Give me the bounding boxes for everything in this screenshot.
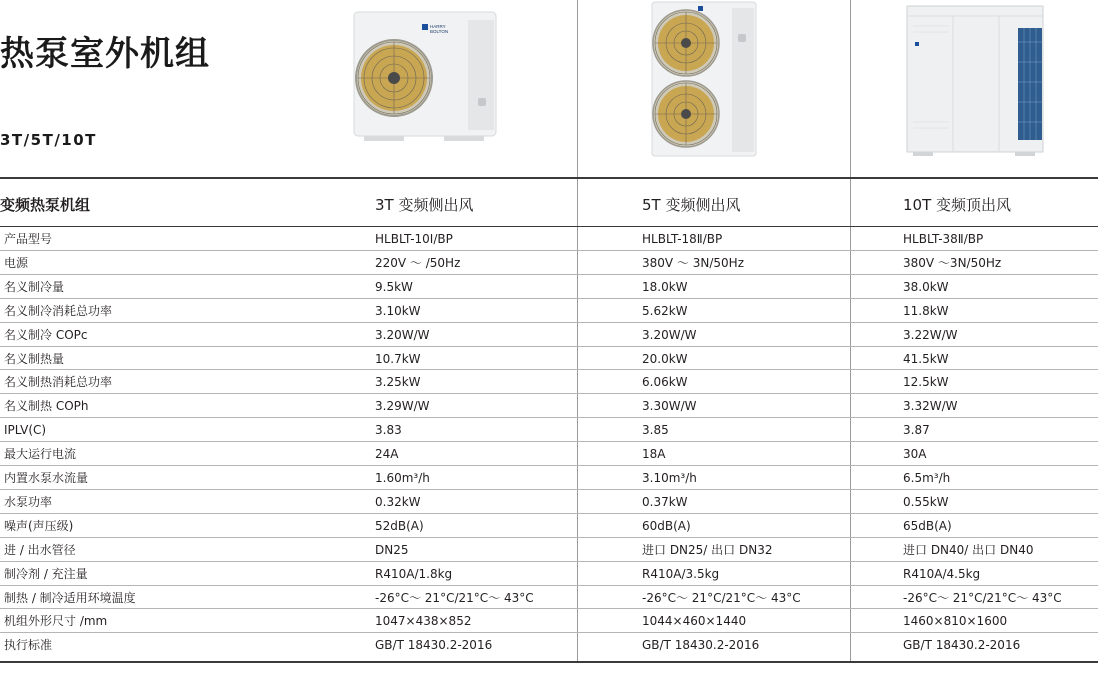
row-value: 9.5kW [375,279,413,294]
row-label: IPLV(C) [4,423,47,438]
row-divider [0,513,1098,514]
row-divider [0,632,1098,633]
row-divider [0,441,1098,442]
row-divider [0,537,1098,538]
row-value: 3.20W/W [642,327,697,342]
row-value: HLBLT-10Ⅰ/BP [375,232,453,246]
row-value: 3.22W/W [903,327,958,342]
row-divider [0,417,1098,418]
row-value: 220V ～ /50Hz [375,255,461,270]
row-label: 名义制热量 [4,351,65,366]
row-value: R410A/1.8kg [375,566,453,581]
row-value: 65dB(A) [903,518,952,533]
row-divider [0,608,1098,609]
row-value: 3.20W/W [375,327,430,342]
row-value: 3.10m³/h [642,471,697,485]
unit-image-10t [903,2,1047,157]
row-label: 制热 / 制冷适用环境温度 [4,590,136,605]
row-label: 名义制冷 COPc [4,327,88,342]
header-col-3t: 3T 变频侧出风 [375,196,474,214]
row-value: GB/T 18430.2-2016 [903,638,1021,653]
row-value: 24A [375,447,399,462]
row-value: 进口 DN25/ 出口 DN32 [642,542,773,557]
row-divider [0,274,1098,275]
row-label: 名义制热消耗总功率 [4,375,113,390]
row-label: 产品型号 [4,232,53,246]
row-value: -26°C～ 21°C/21°C～ 43°C [903,590,1062,605]
svg-text:BOLTON: BOLTON [430,29,449,34]
row-label: 进 / 出水管径 [4,542,76,557]
row-divider [0,346,1098,347]
row-value: 11.8kW [903,303,949,318]
row-value: GB/T 18430.2-2016 [375,638,493,653]
row-value: 12.5kW [903,375,949,390]
svg-text:HARRY: HARRY [430,24,446,29]
row-value: 52dB(A) [375,518,424,533]
model-range-subtitle: 3T/5T/10T [0,131,97,149]
header-label: 变频热泵机组 [0,196,91,214]
row-value: 3.85 [642,423,669,438]
row-label: 机组外形尺寸 /mm [4,614,108,629]
row-value: 0.37kW [642,494,688,509]
row-value: 10.7kW [375,351,421,366]
row-value: 380V ～3N/50Hz [903,255,1002,270]
row-value: HLBLT-18Ⅱ/BP [642,232,723,246]
row-value: R410A/4.5kg [903,566,981,581]
row-value: 20.0kW [642,351,688,366]
header-col-5t: 5T 变频侧出风 [642,196,741,214]
table-bottom-rule [0,661,1098,663]
row-value: 380V ～ 3N/50Hz [642,255,744,270]
row-label: 内置水泵水流量 [4,471,89,485]
row-value: 6.5m³/h [903,471,951,485]
page-title: 热泵室外机组 [0,34,210,74]
row-value: HLBLT-38Ⅱ/BP [903,232,984,246]
row-value: 1047×438×852 [375,614,472,629]
row-value: 5.62kW [642,303,688,318]
row-divider [0,585,1098,586]
row-value: 3.29W/W [375,399,430,414]
row-value: 3.10kW [375,303,421,318]
row-value: 1044×460×1440 [642,614,747,629]
row-value: 60dB(A) [642,518,691,533]
row-value: -26°C～ 21°C/21°C～ 43°C [375,590,534,605]
column-divider [850,0,851,662]
row-divider [0,322,1098,323]
row-divider [0,369,1098,370]
row-divider [0,298,1098,299]
row-value: -26°C～ 21°C/21°C～ 43°C [642,590,801,605]
row-value: R410A/3.5kg [642,566,720,581]
row-value: 0.55kW [903,494,949,509]
row-label: 噪声(声压级) [4,518,74,533]
row-value: 3.83 [375,423,402,438]
header-rule [0,226,1098,227]
row-value: 41.5kW [903,351,949,366]
row-value: 38.0kW [903,279,949,294]
row-value: 18.0kW [642,279,688,294]
row-divider [0,250,1098,251]
row-value: 3.32W/W [903,399,958,414]
row-value: 3.87 [903,423,930,438]
table-top-rule [0,177,1098,179]
row-value: 1460×810×1600 [903,614,1008,629]
row-value: 1.60m³/h [375,471,430,485]
column-divider [577,0,578,662]
row-label: 最大运行电流 [4,447,77,462]
row-value: 3.25kW [375,375,421,390]
row-label: 名义制热 COPh [4,399,89,414]
row-label: 水泵功率 [4,494,53,509]
row-divider [0,489,1098,490]
row-value: 6.06kW [642,375,688,390]
unit-image-3t [350,10,500,142]
row-label: 名义制冷消耗总功率 [4,303,113,318]
row-value: 18A [642,447,666,462]
row-value: 3.30W/W [642,399,697,414]
row-divider [0,393,1098,394]
row-value: 0.32kW [375,494,421,509]
row-value: 30A [903,447,927,462]
row-label: 电源 [4,255,29,270]
header-col-10t: 10T 变频顶出风 [903,196,1012,214]
row-divider [0,465,1098,466]
unit-image-5t [648,0,760,160]
row-divider [0,561,1098,562]
row-label: 名义制冷量 [4,279,65,294]
row-value: DN25 [375,542,409,557]
row-value: 进口 DN40/ 出口 DN40 [903,542,1034,557]
row-label: 制冷剂 / 充注量 [4,566,88,581]
row-value: GB/T 18430.2-2016 [642,638,760,653]
row-label: 执行标准 [4,638,53,653]
